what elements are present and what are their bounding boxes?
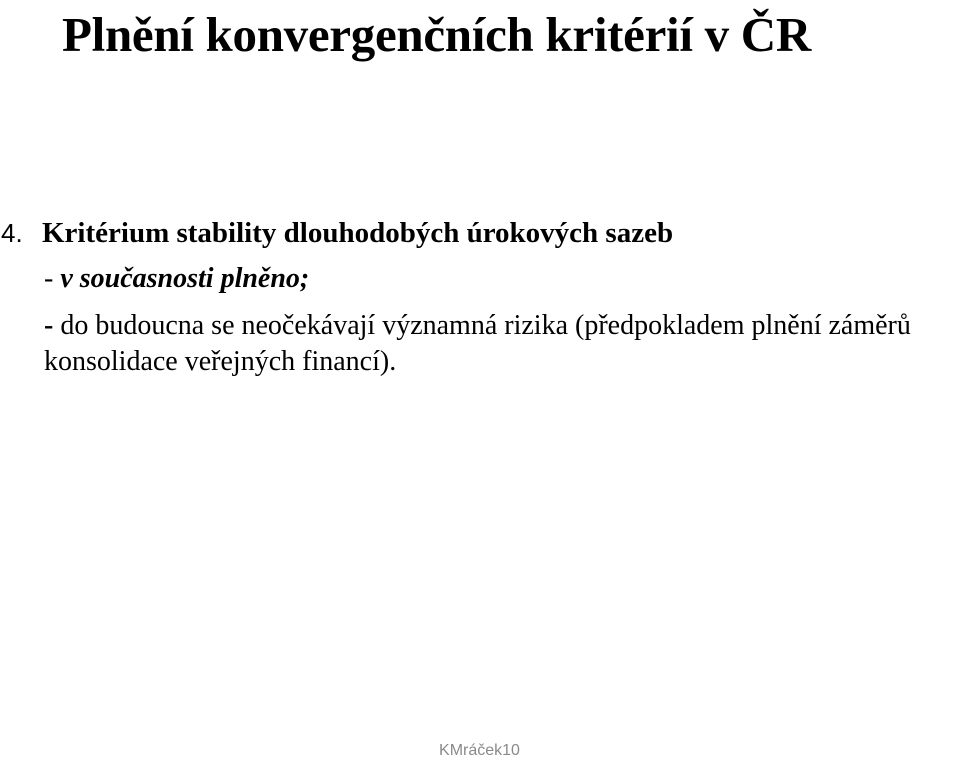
slide-footer: KMráček10	[439, 742, 520, 759]
present-dash: -	[44, 263, 61, 294]
present-status-line	[44, 260, 309, 298]
present-status-text: v současnosti plněno;	[60, 263, 310, 294]
future-outlook-paragraph	[44, 308, 954, 380]
criterion-heading	[0, 213, 673, 253]
future-dash: -	[44, 310, 61, 341]
future-outlook-text: do budoucna se neočekávají významná rizika (předpokladem plnění záměrů konsolidace veřejných financí).	[44, 310, 911, 377]
slide-title: Plnění konvergenčních kritérií v ČR	[62, 7, 811, 62]
criterion-heading-text: Kritérium stability dlouhodobých úrokových sazeb	[42, 217, 674, 249]
criterion-number: 4.	[1, 218, 23, 248]
